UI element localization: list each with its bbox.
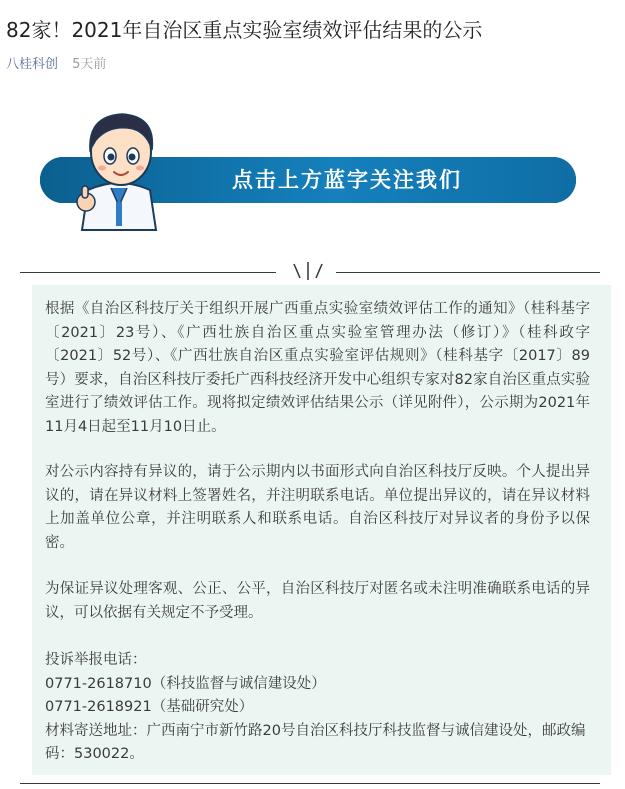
body-paragraph-anonymous: 为保证异议处理客观、公正、公平，自治区科技厅对匿名或未注明准确联系电话的异议，可以依据有关规定不予受理。 [45,581,590,621]
bottom-divider [20,783,600,784]
contact-block [45,649,590,767]
divider-ornament-icon [286,258,330,284]
doctor-mascot-icon [66,106,172,232]
phone-number-supervision: 0771-2618710（科技监督与诚信建设处） [45,675,326,692]
article-title: 82家！2021年自治区重点实验室绩效评估结果的公示 [6,18,483,42]
banner-text: 点击上方蓝字关注我们 [232,168,462,192]
divider-line-right [336,272,600,273]
divider-line-left [20,272,276,273]
article-body [32,285,611,775]
publish-time: 5天前 [72,57,107,72]
article-meta [6,55,106,75]
contact-heading: 投诉举报电话： [45,652,147,668]
phone-number-research: 0771-2618921（基础研究处） [45,699,254,715]
account-name-link[interactable]: 八桂科创 [6,57,59,72]
mailing-address: 材料寄送地址：广西南宁市新竹路20号自治区科技厅科技监督与诚信建设处，邮政编码：530022。 [45,722,586,762]
body-paragraph-notice: 根据《自治区科技厅关于组织开展广西重点实验室绩效评估工作的通知》（桂科基字〔2021〕23号）、《广西壮族自治区重点实验室管理办法（修订）》（桂科政字〔2021〕52号）、《广西壮族自治区重点实验室评估规则》（桂科基字〔2017〕89号）要求，自治区科技厅委托广西科技经济开发中心组织专家对82家自治区重点实验室进行了绩效评估工作。现将拟定绩效评估结果公示（详见附件），公示期为2021年11月4日起至11月10日止。 [45,301,590,435]
body-paragraph-objection: 对公示内容持有异议的，请于公示期内以书面形式向自治区科技厅反映。个人提出异议的，请在异议材料上签署姓名，并注明联系电话。单位提出异议的，请在异议材料上加盖单位公章，并注明联系人和联系电话。自治区科技厅对异议者的身份予以保密。 [45,464,590,551]
